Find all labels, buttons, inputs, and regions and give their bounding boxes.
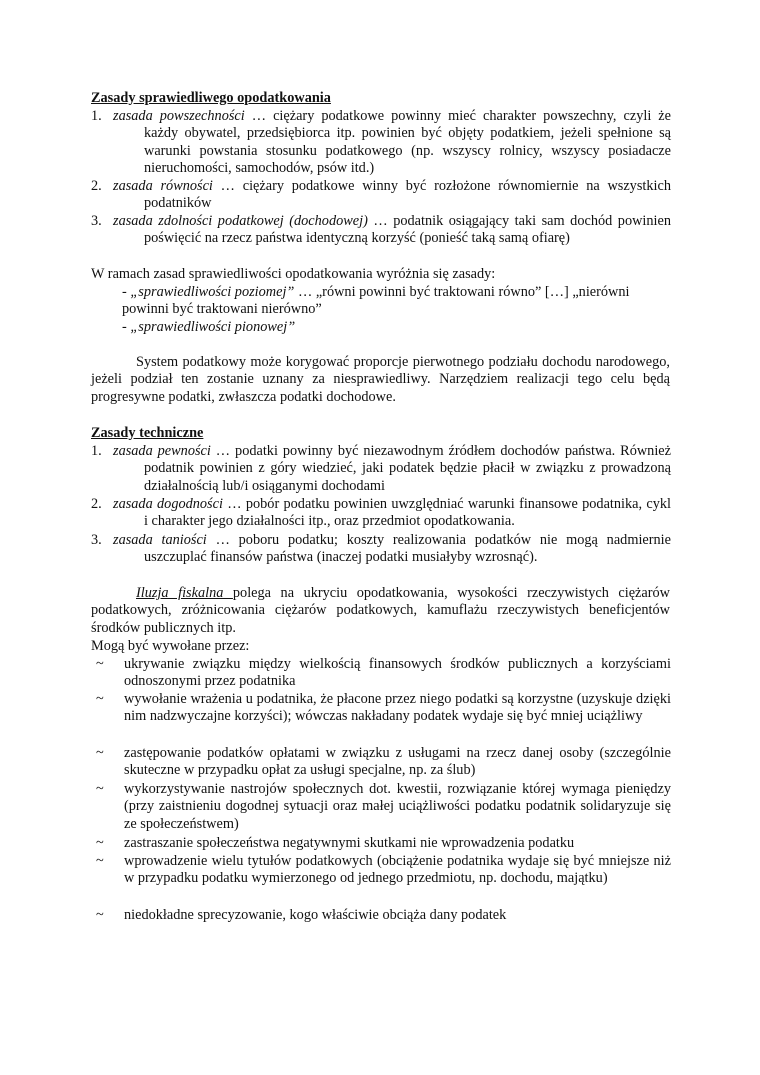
- list-number: 3.: [91, 213, 102, 229]
- principle-text: … ciężary podatkowe winny być rozłożone równomiernie na wszystkich podatników: [144, 178, 671, 212]
- list-item: [96, 656, 671, 691]
- list-item: [96, 907, 671, 924]
- section-title-fair-taxation: Zasady sprawiedliwego opodatkowania: [91, 90, 331, 106]
- list-item: [91, 213, 671, 248]
- list-item: [91, 496, 671, 531]
- list-number: 2.: [91, 178, 102, 194]
- cause-text: zastępowanie podatków opłatami w związku z usługami na rzecz danej osoby (szczególnie skuteczne w przypadku opłat za usługi specjalne, np. za ślub): [124, 745, 671, 779]
- cause-text: wykorzystywanie nastrojów społecznych dot. kwestii, rozwiązanie której wymaga pieniędzy (przy zaistnieniu dogodnej sytuacji oraz małej uciążliwości podatku podatnik solidaryzuje się ze społeczeństwem): [124, 781, 671, 832]
- sub-principle-term: „sprawiedliwości pionowej”: [130, 319, 296, 335]
- causes-intro: Mogą być wywołane przez:: [91, 638, 250, 654]
- tilde-bullet: ~: [96, 835, 104, 851]
- dash-marker: -: [122, 319, 131, 335]
- list-number: 2.: [91, 496, 102, 512]
- principle-term: zasada taniości: [113, 532, 207, 548]
- principle-term: zasada zdolności podatkowej (dochodowej): [113, 213, 368, 229]
- section-title-technical: Zasady techniczne: [91, 425, 204, 441]
- body-paragraph: System podatkowy może korygować proporcje pierwotnego podziału dochodu narodowego, jeżeli podział ten zostanie uznany za niesprawiedliwy. Narzędziem realizacji tego celu będą progresywne podatki, zwłaszcza podatki dochodowe.: [91, 354, 670, 405]
- principle-term: zasada dogodności: [113, 496, 223, 512]
- cause-text: niedokładne sprecyzowanie, kogo właściwie obciąża dany podatek: [124, 907, 507, 923]
- tilde-bullet: ~: [96, 853, 104, 869]
- cause-text: wprowadzenie wielu tytułów podatkowych (obciążenie podatnika wydaje się być mniejsze niż w przypadku podatku wymierzonego od jednego przedmiotu, np. dochodu, majątku): [124, 853, 671, 887]
- fiscal-illusion-paragraph: [91, 585, 670, 637]
- principle-text: … ciężary podatkowe powinny mieć charakter powszechny, czyli że każdy obywatel, przedsiębiorca itp. powinien być objęty podatkiem, jeżeli spełnione są warunki powstania stosunku podatkowego (np. wszyscy rolnicy, wszyscy posiadacze nieruchomości, samochodów, psów itd.): [144, 108, 672, 177]
- list-item: [91, 178, 671, 213]
- tilde-bullet: ~: [96, 907, 104, 923]
- principle-text: … pobór podatku powinien uwzględniać warunki finansowe podatnika, cykl i charakter jego działalności itp., oraz przedmiot opodatkowania.: [144, 496, 671, 530]
- principle-text: … podatki powinny być niezawodnym źródłem dochodów państwa. Również podatnik powinien z góry wiedzieć, jaki podatek będzie płacił w związku z prowadzoną działalnością lub/i osiąganymi dochodami: [144, 443, 671, 494]
- list-number: 3.: [91, 532, 102, 548]
- tilde-bullet: ~: [96, 656, 104, 672]
- cause-text: ukrywanie związku między wielkością finansowych środków publicznych a korzyściami odnoszonymi przez podatnika: [124, 656, 671, 690]
- dash-marker: -: [122, 284, 131, 300]
- tilde-bullet: ~: [96, 781, 104, 797]
- list-number: 1.: [91, 443, 102, 459]
- principle-term: zasada powszechności: [113, 108, 245, 124]
- fiscal-illusion-term: Iluzja fiskalna: [136, 585, 233, 601]
- sub-principle-term: „sprawiedliwości poziomej”: [130, 284, 295, 300]
- cause-text: zastraszanie społeczeństwa negatywnymi skutkami nie wprowadzenia podatku: [124, 835, 575, 851]
- principle-text: … poboru podatku; koszty realizowania podatków nie mogą nadmiernie uszczuplać finansów państwa (inaczej podatki musiałyby wzrosnąć).: [144, 532, 671, 566]
- list-item: [96, 745, 671, 780]
- sub-principle-horizontal: [122, 284, 671, 319]
- principle-text: … podatnik osiągający taki sam dochód powinien poświęcić na rzecz państwa identyczną korzyść (ponieść taką samą ofiarę): [144, 213, 672, 247]
- sub-principle-text: … „równi powinni być traktowani równo” […] „nierówni powinni być traktowani nierówno”: [122, 284, 630, 318]
- list-item: [91, 532, 671, 567]
- list-item: [91, 443, 671, 495]
- list-item: [96, 691, 671, 726]
- list-item: [91, 108, 671, 178]
- principle-term: zasada równości: [113, 178, 213, 194]
- list-item: [96, 853, 671, 888]
- tilde-bullet: ~: [96, 691, 104, 707]
- list-item: [96, 835, 671, 852]
- principle-term: zasada pewności: [113, 443, 211, 459]
- tilde-bullet: ~: [96, 745, 104, 761]
- cause-text: wywołanie wrażenia u podatnika, że płacone przez niego podatki są korzystne (uzyskuje dzięki nim nadzwyczajne korzyści); wówczas nakładany podatek wydaje się być mniej uciążliwy: [124, 691, 671, 725]
- sub-principle-vertical: [122, 319, 671, 336]
- list-item: [96, 781, 671, 833]
- intro-text: W ramach zasad sprawiedliwości opodatkowania wyróżnia się zasady:: [91, 266, 496, 282]
- fiscal-illusion-text: polega na ukryciu opodatkowania, wysokości rzeczywistych ciężarów podatkowych, zróżnicowania ciężarów podatkowych, kamuflażu rzeczywistych beneficjentów środków publicznych itp.: [91, 585, 670, 636]
- list-number: 1.: [91, 108, 102, 124]
